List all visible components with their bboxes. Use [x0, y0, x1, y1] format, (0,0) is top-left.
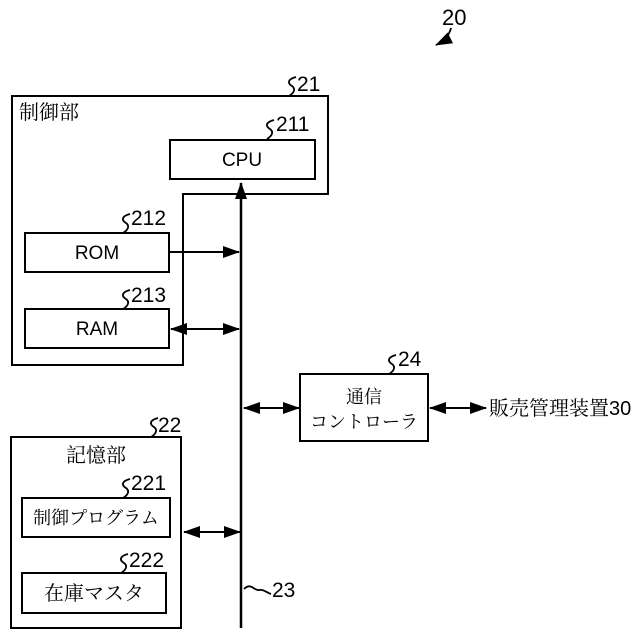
ref-label-222: 222 — [129, 549, 165, 572]
comm-controller-label-line1: 通信 — [346, 387, 382, 407]
figure-ref-label-20: 20 — [442, 5, 467, 30]
comm-controller-label-line2: コントローラ — [310, 412, 418, 432]
ref-label-23: 23 — [272, 579, 296, 602]
leader-24 — [389, 355, 396, 374]
ram-label: RAM — [75, 319, 119, 340]
cpu-label: CPU — [221, 150, 263, 171]
ref-label-212: 212 — [131, 207, 167, 230]
rom-label: ROM — [74, 243, 120, 264]
leader-21 — [289, 77, 296, 96]
ref-label-21: 21 — [297, 73, 321, 96]
ref-label-24: 24 — [398, 348, 422, 371]
ref-label-221: 221 — [131, 472, 167, 495]
leader-212 — [123, 214, 130, 233]
ref-label-211: 211 — [276, 113, 310, 136]
inventory-master-label: 在庫マスタ — [44, 583, 144, 605]
control-unit-title: 制御部 — [19, 102, 79, 124]
leader-211 — [267, 120, 274, 139]
ref-label-213: 213 — [131, 284, 167, 307]
storage-unit-title: 記憶部 — [66, 445, 126, 467]
leader-221 — [123, 479, 130, 498]
control-program-label: 制御プログラム — [33, 508, 159, 528]
ref-label-22: 22 — [158, 414, 182, 437]
leader-213 — [123, 290, 130, 309]
external-device-label: 販売管理装置30 — [489, 398, 632, 420]
leader-222 — [121, 554, 128, 573]
leader-23 — [244, 586, 271, 594]
figure-ref-arrow-20 — [436, 28, 451, 45]
leader-22 — [151, 418, 158, 437]
